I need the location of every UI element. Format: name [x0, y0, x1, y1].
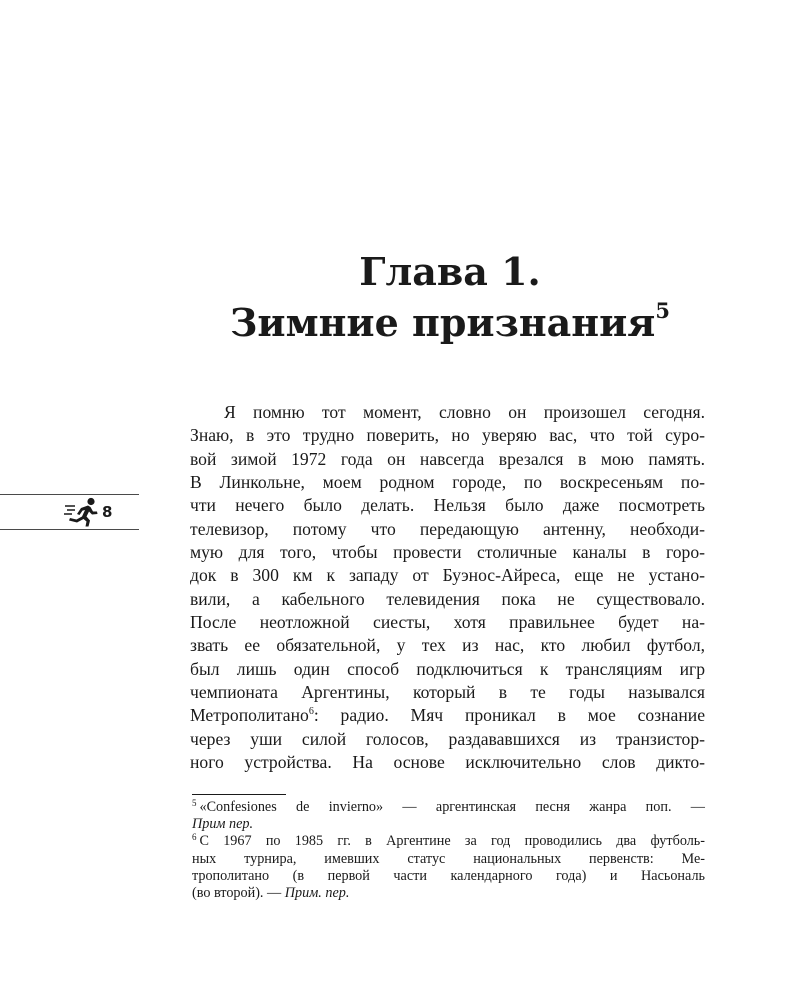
body-line: чемпионата Аргентины, который в те годы назывался [190, 682, 705, 703]
page-marker [0, 494, 139, 531]
body-line: через уши силой голосов, раздававшихся из транзистор- [190, 728, 705, 749]
body-line: Знаю, в это трудно поверить, но уверяю вас, что той суро- [190, 425, 705, 446]
chapter-name-line [190, 299, 710, 350]
body-line: мую для того, чтобы провести столичные каналы в горо- [190, 542, 705, 563]
footnote-number: 6 [192, 832, 197, 843]
body-line-with-footnote [190, 704, 705, 727]
body-line: чти нечего было делать. Нельзя было даже посмотреть [190, 495, 705, 516]
chapter-number: Глава 1. [359, 249, 541, 294]
body-line: звать ее обязательной, у тех из нас, кто любил футбол, [190, 635, 705, 656]
page-marker-rule-top [0, 494, 139, 495]
footnote-6-line: трополитано (в первой части календарного года) и Насьональ [192, 867, 705, 884]
page-marker-rule-bottom [0, 529, 139, 530]
chapter-name: Зимние признания [230, 300, 656, 345]
runner-icon [64, 497, 102, 527]
footnote-ref-6: 6 [308, 706, 314, 718]
footnotes [192, 799, 705, 902]
body-line-part: Метрополитано [190, 705, 309, 726]
chapter-footnote-ref: 5 [655, 298, 670, 323]
footnote-text: (во второй). — [192, 884, 285, 901]
page-number: 8 [102, 503, 113, 521]
footnote-text: «Confesiones de invierno» — аргентинская песня жанра поп. — [199, 799, 705, 815]
body-line: вой зимой 1972 года он навсегда врезался в мою память. [190, 448, 705, 469]
footnote-6-last-line [192, 885, 705, 902]
footnote-divider [192, 794, 286, 795]
body-line: После неотложной сиесты, хотя правильнее будет на- [190, 612, 705, 633]
footnote-note: Прим пер. [192, 816, 254, 833]
body-line: вили, а кабельного телевидения пока не существовало. [190, 588, 705, 609]
body-line: ного устройства. На основе исключительно слов дикто- [190, 752, 705, 773]
body-line-part: : радио. Мяч проникал в мое сознание [313, 705, 705, 726]
footnote-5 [192, 799, 705, 816]
footnote-text: С 1967 по 1985 гг. в Аргентине за год проводились два футболь- [199, 833, 705, 850]
chapter-title [190, 248, 710, 350]
body-line: Я помню тот момент, словно он произошел сегодня. [224, 402, 705, 422]
footnote-number: 5 [192, 798, 197, 808]
footnote-6 [192, 833, 705, 850]
body-line: телевизор, потому что передающую антенну, необходи- [190, 518, 705, 539]
footnote-6-line: ных турнира, имевших статус национальных первенств: Ме- [192, 850, 705, 867]
footnote-note: Прим. пер. [284, 884, 350, 901]
body-text [190, 401, 705, 775]
body-line: был лишь один способ подключиться к трансляциям игр [190, 658, 705, 679]
body-line: В Линкольне, моем родном городе, по воскресеньям по- [190, 472, 705, 493]
footnote-5-note-line [192, 816, 705, 833]
body-line: док в 300 км к западу от Буэнос-Айреса, еще не устано- [190, 565, 705, 586]
